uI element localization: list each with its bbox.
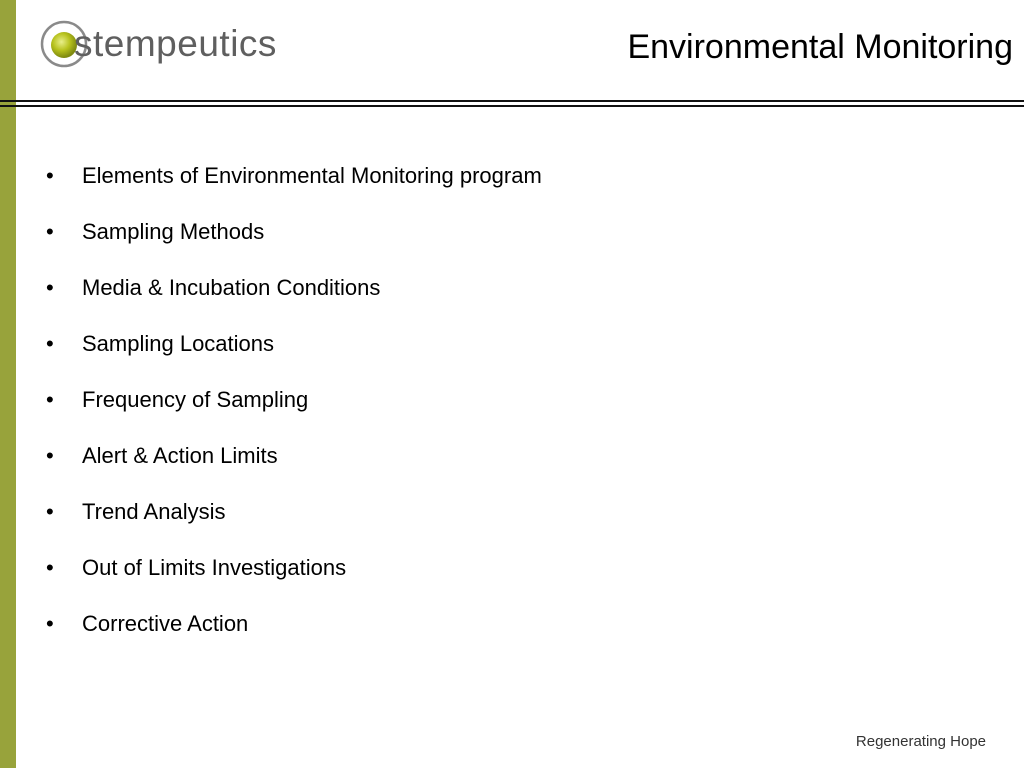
bullet-icon: • bbox=[46, 275, 54, 300]
bullet-item bbox=[46, 428, 542, 484]
bullet-item bbox=[46, 372, 542, 428]
bullet-item bbox=[46, 540, 542, 596]
header-divider-line bbox=[0, 100, 1024, 102]
bullet-icon: • bbox=[46, 219, 54, 244]
bullet-text: Elements of Environmental Monitoring program bbox=[82, 163, 542, 188]
footer-tagline: Regenerating Hope bbox=[855, 733, 986, 750]
bullet-list bbox=[46, 148, 542, 652]
bullet-icon: • bbox=[46, 331, 54, 356]
bullet-icon: • bbox=[46, 555, 54, 580]
bullet-item bbox=[46, 316, 542, 372]
bullet-text: Frequency of Sampling bbox=[82, 387, 309, 412]
logo-wordmark: stempeutics bbox=[74, 23, 277, 64]
bullet-icon: • bbox=[46, 163, 54, 188]
bullet-text: Sampling Locations bbox=[82, 331, 275, 356]
bullet-text: Alert & Action Limits bbox=[82, 443, 278, 468]
bullet-icon: • bbox=[46, 499, 54, 524]
bullet-text: Trend Analysis bbox=[82, 499, 226, 524]
bullet-icon: • bbox=[46, 387, 54, 412]
bullet-text: Corrective Action bbox=[82, 611, 249, 636]
left-accent-bar bbox=[0, 0, 16, 768]
bullet-item bbox=[46, 148, 542, 204]
bullet-item bbox=[46, 260, 542, 316]
company-logo bbox=[30, 14, 300, 74]
bullet-icon: • bbox=[46, 611, 54, 636]
bullet-text: Sampling Methods bbox=[82, 219, 265, 244]
header-divider-line bbox=[0, 105, 1024, 107]
bullet-item bbox=[46, 484, 542, 540]
bullet-text: Out of Limits Investigations bbox=[82, 555, 347, 580]
bullet-icon: • bbox=[46, 443, 54, 468]
slide-title: Environmental Monitoring bbox=[627, 28, 1013, 66]
bullet-item bbox=[46, 596, 542, 652]
bullet-item bbox=[46, 204, 542, 260]
bullet-text: Media & Incubation Conditions bbox=[82, 275, 381, 300]
